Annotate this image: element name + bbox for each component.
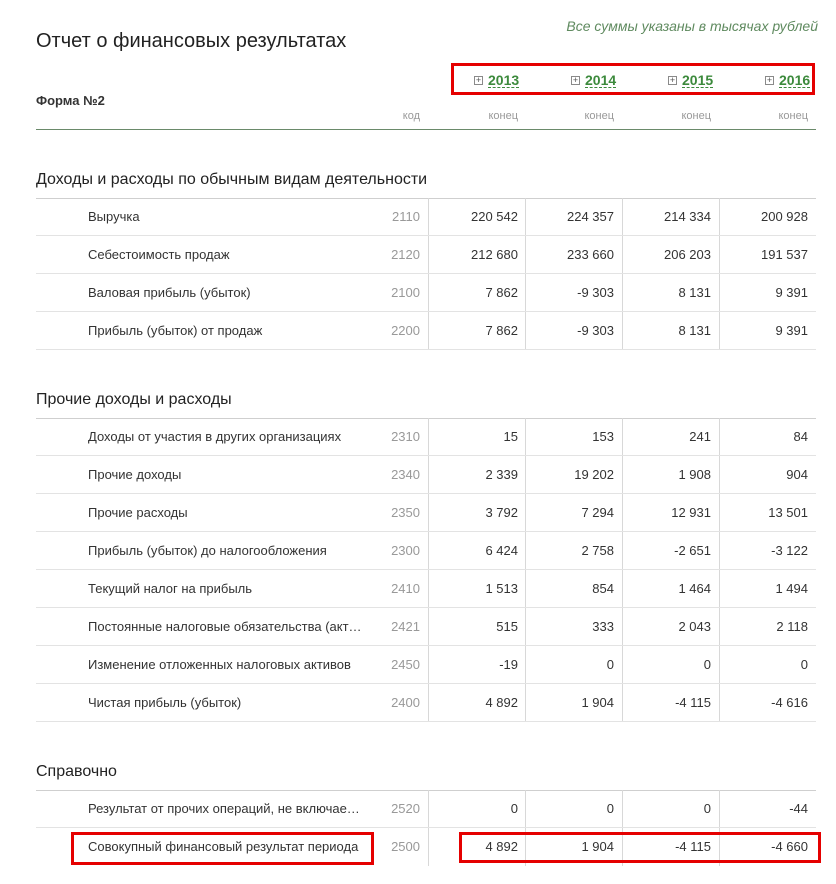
row-name: Выручка [88, 209, 140, 224]
table-row [36, 274, 816, 312]
row-name: Себестоимость продаж [88, 247, 230, 262]
units-note: Все суммы указаны в тысячах рублей [566, 18, 818, 34]
row-code: 2400 [391, 695, 420, 710]
cell-2013: 3 792 [485, 505, 518, 520]
expand-plus-icon: + [475, 75, 482, 85]
table-row [36, 608, 816, 646]
row-name: Изменение отложенных налоговых активов [88, 657, 351, 672]
cell-2013: 212 680 [471, 247, 518, 262]
cell-2014: 7 294 [581, 505, 614, 520]
cell-2016: 1 494 [775, 581, 808, 596]
cell-2016: 9 391 [775, 285, 808, 300]
table-row [36, 312, 816, 350]
cell-2013: -19 [499, 657, 518, 672]
cell-2013: 0 [510, 801, 518, 816]
cell-2013: 7 862 [485, 285, 518, 300]
end-column-header: конец [778, 110, 808, 122]
cell-2014: 153 [592, 429, 614, 444]
cell-2016: -3 122 [771, 543, 808, 558]
table-row [36, 684, 816, 722]
cell-2016: 191 537 [761, 247, 808, 262]
row-code: 2500 [391, 839, 420, 854]
table-row [36, 456, 816, 494]
cell-2014: 333 [592, 619, 614, 634]
row-name-highlight-box [71, 832, 374, 865]
row-code: 2310 [391, 429, 420, 444]
cell-2016: 84 [793, 429, 808, 444]
section-title: Справочно [36, 763, 117, 780]
section-title: Доходы и расходы по обычным видам деятельности [36, 171, 428, 188]
cell-2016: -44 [789, 801, 808, 816]
row-code: 2421 [391, 619, 420, 634]
table-row [36, 570, 816, 608]
values-highlight-box [459, 832, 821, 863]
row-code: 2110 [392, 209, 420, 224]
cell-2016: -4 616 [771, 695, 808, 710]
row-code: 2120 [391, 247, 420, 262]
row-name: Доходы от участия в других организациях [88, 429, 342, 444]
cell-2014: 233 660 [567, 247, 614, 262]
row-code: 2410 [391, 581, 420, 596]
cell-2015: 1 464 [678, 581, 711, 596]
section-title: Прочие доходы и расходы [36, 391, 232, 408]
cell-2015: 214 334 [664, 209, 711, 224]
cell-2015: -4 115 [675, 839, 711, 854]
cell-2014: 2 758 [581, 543, 614, 558]
table-row [36, 494, 816, 532]
cell-2016: 13 501 [768, 505, 808, 520]
cell-2014: 1 904 [581, 839, 614, 854]
row-name: Текущий налог на прибыль [88, 581, 253, 596]
row-code: 2300 [391, 543, 420, 558]
cell-2014: -9 303 [577, 285, 614, 300]
cell-2015: 12 931 [671, 505, 711, 520]
expand-plus-icon: + [766, 75, 773, 85]
cell-2014: 854 [592, 581, 614, 596]
cell-2014: 0 [606, 801, 614, 816]
cell-2015: -4 115 [675, 695, 711, 710]
year-label[interactable]: 2013 [488, 72, 520, 88]
cell-2015: -2 651 [674, 543, 711, 558]
cell-2015: 2 043 [678, 619, 711, 634]
expand-plus-icon: + [669, 75, 676, 85]
header-divider [36, 129, 816, 130]
expand-plus-icon: + [572, 75, 579, 85]
cell-2014: 19 202 [574, 467, 614, 482]
cell-2015: 8 131 [678, 323, 711, 338]
cell-2015: 206 203 [664, 247, 711, 262]
cell-2014: 0 [606, 657, 614, 672]
cell-2014: 1 904 [581, 695, 614, 710]
row-name: Прибыль (убыток) до налогообложения [88, 543, 327, 558]
cell-2015: 8 131 [678, 285, 711, 300]
row-name: Валовая прибыль (убыток) [88, 285, 251, 300]
cell-2013: 4 892 [485, 839, 518, 854]
cell-2015: 1 908 [678, 467, 711, 482]
row-name: Результат от прочих операций, не включае… [88, 801, 360, 816]
cell-2013: 7 862 [485, 323, 518, 338]
row-code: 2200 [391, 323, 420, 338]
code-column-header: код [402, 110, 420, 122]
cell-2013: 220 542 [471, 209, 518, 224]
cell-2016: 0 [800, 657, 808, 672]
cell-2013: 2 339 [485, 467, 518, 482]
cell-2016: 9 391 [775, 323, 808, 338]
table-row [36, 646, 816, 684]
cell-2014: -9 303 [577, 323, 614, 338]
row-name: Прочие расходы [88, 505, 188, 520]
years-highlight-box [451, 63, 815, 95]
cell-2015: 241 [689, 429, 711, 444]
cell-2013: 15 [503, 429, 518, 444]
row-code: 2350 [391, 505, 420, 520]
row-name: Постоянные налоговые обязательства (акт… [88, 619, 362, 634]
row-name: Совокупный финансовый результат периода [88, 839, 359, 854]
table-row [36, 790, 816, 828]
cell-2013: 1 513 [485, 581, 518, 596]
cell-2014: 224 357 [567, 209, 614, 224]
row-code: 2450 [391, 657, 420, 672]
row-code: 2520 [391, 801, 420, 816]
table-row [36, 236, 816, 274]
page-title: Отчет о финансовых результатах [36, 30, 347, 52]
cell-2013: 4 892 [485, 695, 518, 710]
end-column-header: конец [584, 110, 614, 122]
cell-2016: -4 660 [771, 839, 808, 854]
table-row [36, 532, 816, 570]
table-row [36, 198, 816, 236]
end-column-header: конец [681, 110, 711, 122]
end-column-header: конец [488, 110, 518, 122]
form-label: Форма №2 [36, 93, 105, 108]
cell-2013: 515 [496, 619, 518, 634]
row-name: Чистая прибыль (убыток) [88, 695, 242, 710]
cell-2016: 2 118 [776, 619, 808, 634]
row-code: 2340 [391, 467, 420, 482]
cell-2015: 0 [703, 657, 711, 672]
cell-2013: 6 424 [485, 543, 518, 558]
row-name: Прибыль (убыток) от продаж [88, 323, 263, 338]
year-label[interactable]: 2015 [682, 72, 714, 88]
cell-2016: 904 [786, 467, 808, 482]
cell-2015: 0 [703, 801, 711, 816]
row-name: Прочие доходы [88, 467, 182, 482]
year-label[interactable]: 2014 [585, 72, 617, 88]
year-label[interactable]: 2016 [779, 72, 811, 88]
cell-2016: 200 928 [761, 209, 808, 224]
table-row [36, 418, 816, 456]
row-code: 2100 [391, 285, 420, 300]
